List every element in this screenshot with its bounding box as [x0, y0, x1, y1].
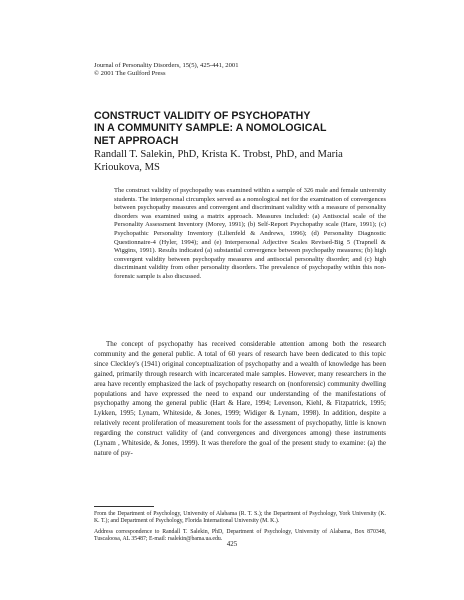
article-title: [94, 110, 394, 147]
copyright-notice: © 2001 The Guilford Press: [94, 70, 166, 78]
body-paragraph: The concept of psychopathy has received considerable attention among both the research community and the general public. A total of 60 years of research have been dedicated to this topic since Cleckley's (1941) original conceptualization of psychopathy and a wealth of knowledge has been gained, primarily through research with incarcerated male samples. However, many researchers in the area have recently emphasized the lack of psychopathy research on (nonforensic) community dwelling populations and have expressed the need to expand our understanding of the manifestations of psychopathy among the general public (Hart & Hare, 1994; Levenson, Kiehl, & Fitzpatrick, 1995; Lykken, 1995; Lynam, Whiteside, & Jones, 1999; Widiger & Lynam, 1998). In addition, despite a relatively recent proliferation of measurement tools for the assessment of psychopathy, little is known regarding the construct validity of (and convergences and divergences among) these instruments (Lynam , Whiteside, & Jones, 1999). It was therefore the goal of the present study to examine: (a) the nature of psy-: [94, 340, 386, 457]
title-line: CONSTRUCT VALIDITY OF PSYCHOPATHY: [94, 110, 311, 122]
abstract: [114, 187, 386, 282]
footnote-divider: [94, 506, 154, 507]
abstract-text: The construct validity of psychopathy was examined within a sample of 326 male and female university students. The interpersonal circumplex served as a nomological net for the examination of convergences between psychopathy measures and convergent and discriminant validity with a measure of personality disorders was examined using a matrix approach. Measures included: (a) Antisocial scale of the Personality Assessment Inventory (Morey, 1991); (b) Self-Report Psychopathy scale (Hare, 1991); (c) Psychopathic Personality Inventory (Lilienfeld & Andrews, 1996); (d) Personality Diagnostic Questionnaire-4 (Hyler, 1994); and (e) Interpersonal Adjective Scales Revised-Big 5 (Trapnell & Wiggins, 1991). Results indicated (a) substantial convergence between psychopathy measures; (b) high convergent validity between psychopathy measures and antisocial personality disorder; and (c) high discriminant validity from other personality disorders. The prevalence of psychopathy within this non-forensic sample is also discussed.: [114, 187, 386, 280]
correspondence-footnote: Address correspondence to Randall T. Salekin, PhD, Department of Psychology, University of Alabama, Box 870348, Tuscaloosa, AL 35487; E-mail: rsalekin@bama.ua.edu.: [94, 528, 386, 542]
title-line: NET APPROACH: [94, 134, 179, 147]
journal-citation: Journal of Personality Disorders, 15(5), 425-441, 2001: [94, 62, 239, 69]
author-line: Krioukova, MS: [94, 162, 160, 173]
body-text: [94, 340, 386, 459]
journal-header: [94, 62, 239, 78]
page-number: 425: [226, 540, 238, 548]
author-list: [94, 148, 394, 174]
title-line: IN A COMMUNITY SAMPLE: A NOMOLOGICAL: [94, 122, 327, 135]
affiliation-footnote: From the Department of Psychology, University of Alabama (R. T. S.); the Department of Psychology, York University (K. K. T.); and Department of Psychology, Florida International University (M. K.).: [94, 511, 386, 525]
author-line: Randall T. Salekin, PhD, Krista K. Trobst, PhD, and Maria: [94, 149, 343, 160]
